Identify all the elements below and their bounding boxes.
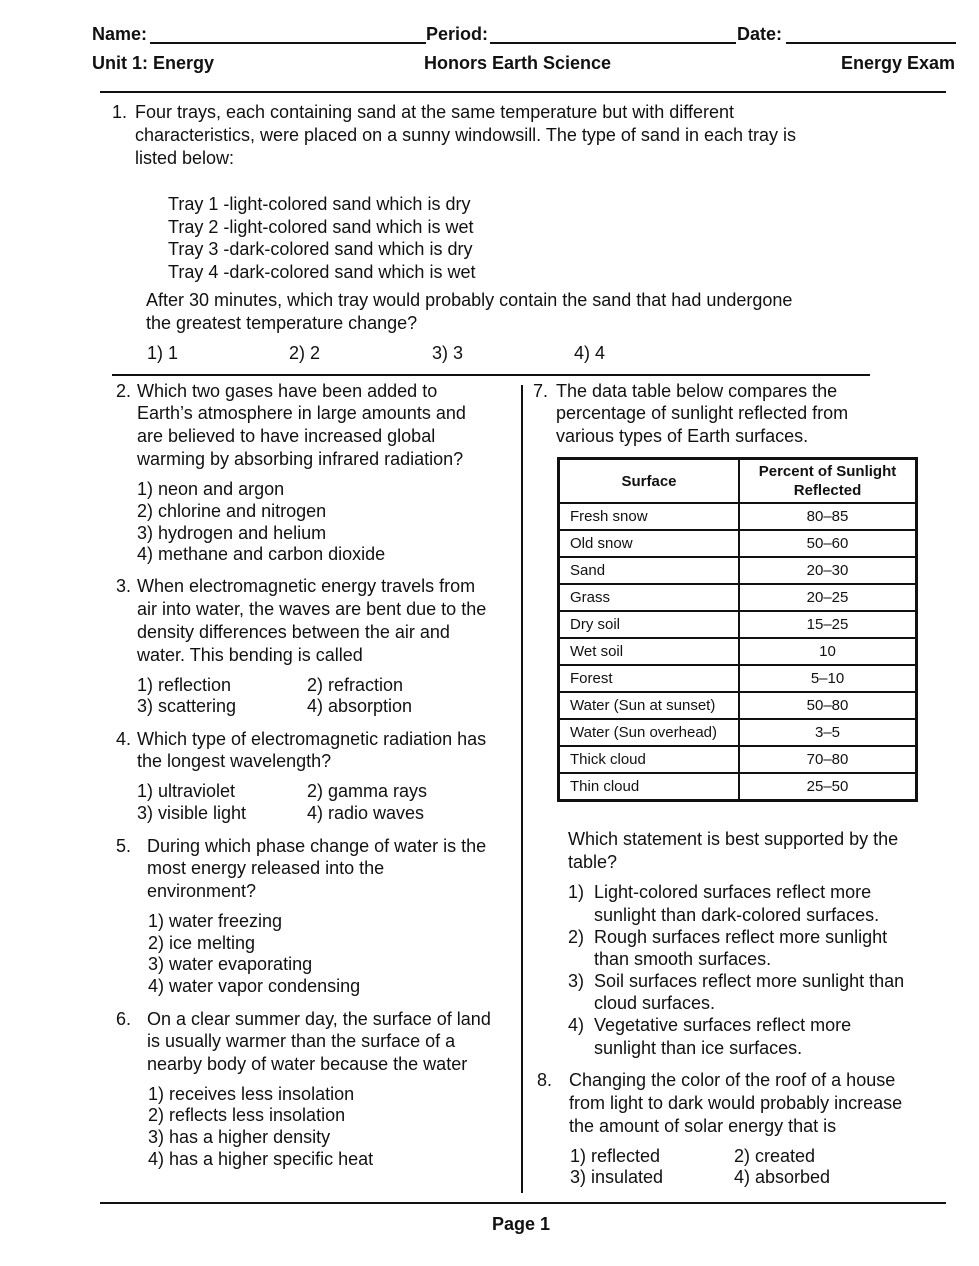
tray-description: Tray 2 -light-colored sand which is wet xyxy=(168,217,474,237)
period-blank xyxy=(490,42,736,44)
sunlight-reflection-table xyxy=(557,457,918,802)
table-header-surface: Surface xyxy=(559,459,740,504)
answer-choice: 2) refraction xyxy=(307,675,404,695)
percent-cell: 80–85 xyxy=(739,503,917,530)
name-blank xyxy=(150,42,426,44)
answer-choice: 1) water freezing xyxy=(148,911,283,931)
question-text: the amount of solar energy that is xyxy=(569,1116,837,1136)
answer-choice: Light-colored surfaces reflect more xyxy=(594,882,872,902)
percent-cell: 5–10 xyxy=(739,665,917,692)
tray-description: Tray 3 -dark-colored sand which is dry xyxy=(168,239,473,259)
percent-cell: 50–60 xyxy=(739,530,917,557)
table-row xyxy=(559,503,917,530)
question-text: listed below: xyxy=(135,148,235,168)
answer-choice: 3) hydrogen and helium xyxy=(137,523,327,543)
answer-choice: 2) chlorine and nitrogen xyxy=(137,501,327,521)
answer-choice: 2) created xyxy=(734,1146,816,1166)
surface-cell: Fresh snow xyxy=(559,503,740,530)
question-text: warming by absorbing infrared radiation? xyxy=(137,449,464,469)
answer-choice: 3) has a higher density xyxy=(148,1127,331,1147)
table-header-percent: Percent of Sunlight Reflected xyxy=(739,459,917,504)
percent-cell: 15–25 xyxy=(739,611,917,638)
question-text: Changing the color of the roof of a house xyxy=(569,1070,896,1090)
surface-cell: Sand xyxy=(559,557,740,584)
answer-choice: 1) ultraviolet xyxy=(137,781,236,801)
question-number: 4. xyxy=(116,729,132,749)
answer-choice: 4) methane and carbon dioxide xyxy=(137,544,386,564)
question-text: percentage of sunlight reflected from xyxy=(556,403,849,423)
answer-choice: 3) visible light xyxy=(137,803,247,823)
surface-cell: Grass xyxy=(559,584,740,611)
table-row xyxy=(559,530,917,557)
question-text: the longest wavelength? xyxy=(137,751,332,771)
surface-cell: Old snow xyxy=(559,530,740,557)
answer-choice: than smooth surfaces. xyxy=(594,949,772,969)
answer-choice: Rough surfaces reflect more sunlight xyxy=(594,927,888,947)
table-row xyxy=(559,773,917,801)
answer-choice: 4) 4 xyxy=(574,343,606,363)
answer-choice: Vegetative surfaces reflect more xyxy=(594,1015,852,1035)
question-text: is usually warmer than the surface of a xyxy=(147,1031,456,1051)
surface-cell: Thick cloud xyxy=(559,746,740,773)
answer-choice-number: 4) xyxy=(568,1015,585,1035)
surface-cell: Wet soil xyxy=(559,638,740,665)
table-row xyxy=(559,638,917,665)
tray-description: Tray 1 -light-colored sand which is dry xyxy=(168,194,471,214)
answer-choice: sunlight than ice surfaces. xyxy=(594,1038,803,1058)
question-text: Earth’s atmosphere in large amounts and xyxy=(137,403,466,423)
percent-cell: 25–50 xyxy=(739,773,917,801)
date-blank xyxy=(786,42,956,44)
question-text: When electromagnetic energy travels from xyxy=(137,576,476,596)
question-text: various types of Earth surfaces. xyxy=(556,426,809,446)
unit-title: Unit 1: Energy xyxy=(92,53,215,73)
answer-choice: 4) water vapor condensing xyxy=(148,976,361,996)
surface-cell: Thin cloud xyxy=(559,773,740,801)
question-number: 2. xyxy=(116,381,132,401)
question-number: 7. xyxy=(533,381,549,401)
question-text: Which type of electromagnetic radiation has xyxy=(137,729,487,749)
question-text: environment? xyxy=(147,881,257,901)
question-text: On a clear summer day, the surface of land xyxy=(147,1009,491,1029)
answer-choice: 1) neon and argon xyxy=(137,479,285,499)
answer-choice-number: 1) xyxy=(568,882,585,902)
answer-choice: 4) absorbed xyxy=(734,1167,831,1187)
question-text: During which phase change of water is the xyxy=(147,836,487,856)
question-text: Which statement is best supported by the xyxy=(568,829,899,849)
answer-choice: 3) insulated xyxy=(570,1167,664,1187)
section-divider xyxy=(112,374,870,376)
answer-choice: cloud surfaces. xyxy=(594,993,716,1013)
answer-choice: 2) reflects less insolation xyxy=(148,1105,346,1125)
question-text: are believed to have increased global xyxy=(137,426,436,446)
answer-choice: 4) has a higher specific heat xyxy=(148,1149,374,1169)
footer-divider xyxy=(100,1202,946,1204)
percent-cell: 3–5 xyxy=(739,719,917,746)
question-number: 3. xyxy=(116,576,132,596)
question-text: characteristics, were placed on a sunny windowsill. The type of sand in each tray is xyxy=(135,125,796,145)
answer-choice: 1) reflection xyxy=(137,675,232,695)
question-text: table? xyxy=(568,852,618,872)
answer-choice: 3) scattering xyxy=(137,696,237,716)
question-text: the greatest temperature change? xyxy=(146,313,418,333)
date-label: Date: xyxy=(737,24,783,44)
page-number: Page 1 xyxy=(492,1214,551,1234)
surface-cell: Water (Sun overhead) xyxy=(559,719,740,746)
question-text: water. This bending is called xyxy=(137,645,363,665)
answer-choice: 1) receives less insolation xyxy=(148,1084,355,1104)
question-number: 8. xyxy=(537,1070,553,1090)
percent-cell: 10 xyxy=(739,638,917,665)
answer-choice: Soil surfaces reflect more sunlight than xyxy=(594,971,905,991)
table-row xyxy=(559,665,917,692)
question-number: 1. xyxy=(112,102,128,122)
table-row xyxy=(559,692,917,719)
answer-choice: 2) gamma rays xyxy=(307,781,428,801)
percent-cell: 70–80 xyxy=(739,746,917,773)
percent-cell: 20–30 xyxy=(739,557,917,584)
column-divider xyxy=(521,385,523,1193)
answer-choice: 2) ice melting xyxy=(148,933,256,953)
answer-choice: 1) 1 xyxy=(147,343,179,363)
table-row xyxy=(559,557,917,584)
question-text: The data table below compares the xyxy=(556,381,838,401)
table-row xyxy=(559,584,917,611)
exam-title: Energy Exam xyxy=(840,53,955,73)
surface-cell: Dry soil xyxy=(559,611,740,638)
answer-choice: 3) water evaporating xyxy=(148,954,313,974)
table-row xyxy=(559,719,917,746)
answer-choice: 4) absorption xyxy=(307,696,413,716)
answer-choice-number: 2) xyxy=(568,927,585,947)
question-text: air into water, the waves are bent due to the xyxy=(137,599,487,619)
table-row xyxy=(559,746,917,773)
question-text: density differences between the air and xyxy=(137,622,450,642)
question-text: from light to dark would probably increase xyxy=(569,1093,903,1113)
surface-cell: Water (Sun at sunset) xyxy=(559,692,740,719)
question-number: 6. xyxy=(116,1009,132,1029)
answer-choice: 2) 2 xyxy=(289,343,321,363)
percent-cell: 50–80 xyxy=(739,692,917,719)
table-row xyxy=(559,611,917,638)
name-label: Name: xyxy=(92,24,148,44)
answer-choice-number: 3) xyxy=(568,971,585,991)
header-divider xyxy=(100,91,946,93)
question-text: Which two gases have been added to xyxy=(137,381,438,401)
course-title: Honors Earth Science xyxy=(424,53,612,73)
period-label: Period: xyxy=(426,24,489,44)
surface-cell: Forest xyxy=(559,665,740,692)
question-text: nearby body of water because the water xyxy=(147,1054,468,1074)
answer-choice: 3) 3 xyxy=(432,343,464,363)
answer-choice: 4) radio waves xyxy=(307,803,425,823)
question-text: Four trays, each containing sand at the same temperature but with different xyxy=(135,102,735,122)
answer-choice: sunlight than dark-colored surfaces. xyxy=(594,905,880,925)
question-number: 5. xyxy=(116,836,132,856)
percent-cell: 20–25 xyxy=(739,584,917,611)
question-text: most energy released into the xyxy=(147,858,385,878)
tray-description: Tray 4 -dark-colored sand which is wet xyxy=(168,262,476,282)
question-text: After 30 minutes, which tray would probably contain the sand that had undergone xyxy=(146,290,793,310)
answer-choice: 1) reflected xyxy=(570,1146,661,1166)
